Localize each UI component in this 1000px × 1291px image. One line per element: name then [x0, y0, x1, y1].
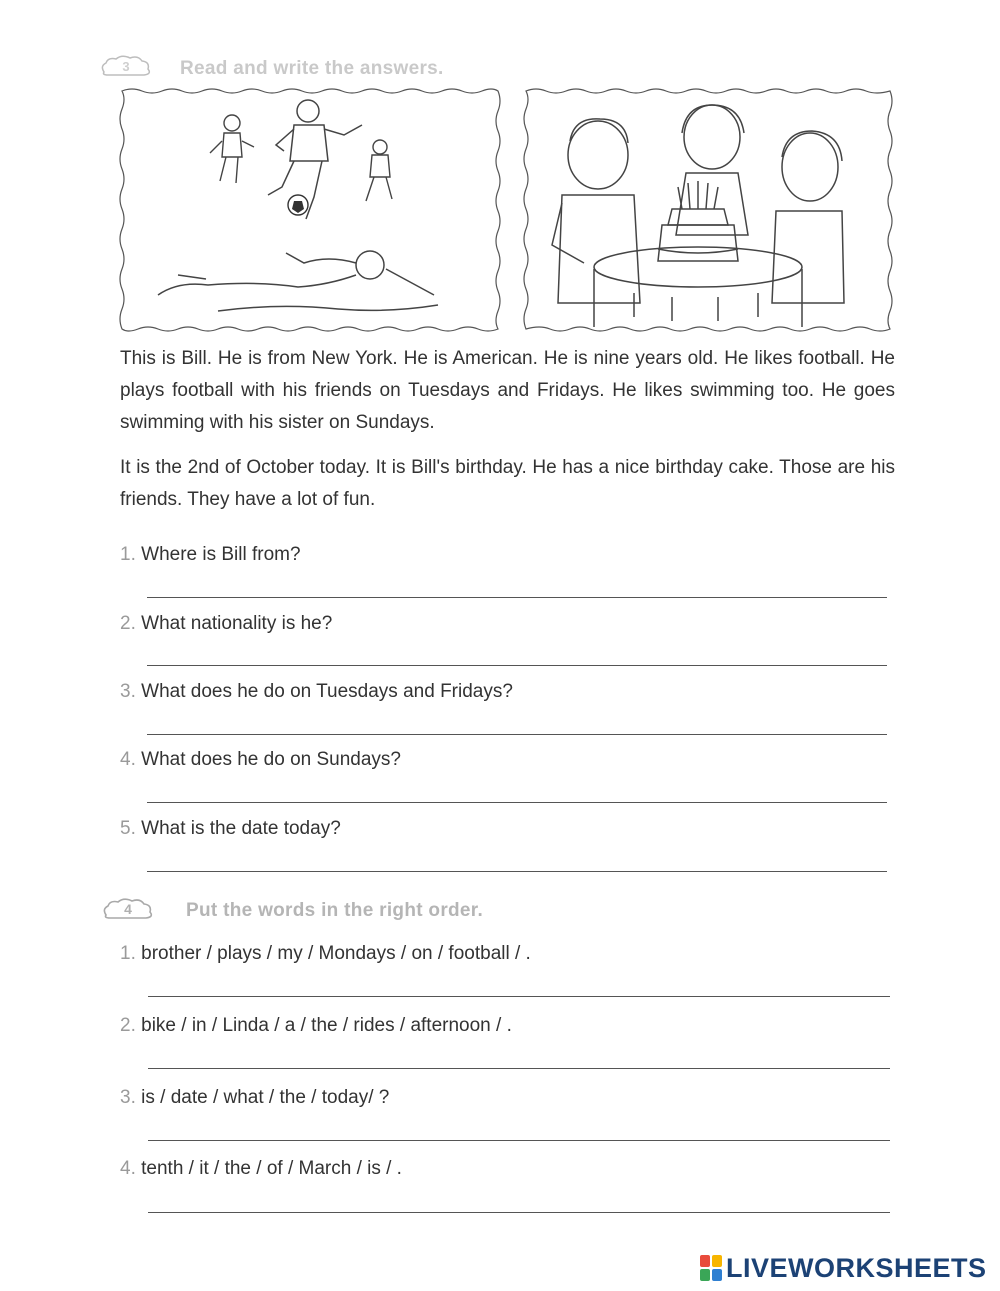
order-answer-line-1[interactable]	[148, 996, 890, 997]
reading-passage-paragraph-2: It is the 2nd of October today. It is Bill's birthday. He has a nice birthday cake. Those are his friends. They have a lot of fun.	[120, 457, 895, 510]
answer-line-1[interactable]	[147, 597, 887, 598]
order-item-2-number: 2.	[120, 1015, 136, 1036]
question-3-number: 3.	[120, 681, 136, 702]
order-item-2	[120, 1015, 512, 1037]
boy-right	[772, 131, 844, 303]
birthday-cake	[658, 181, 738, 261]
section-4-number: 4	[124, 901, 132, 917]
answer-line-2[interactable]	[147, 665, 887, 666]
footballer-small-right	[366, 140, 392, 201]
order-item-4-text: tenth / it / the / of / March / is / .	[141, 1158, 402, 1179]
order-item-4	[120, 1158, 402, 1180]
football-ball	[288, 195, 308, 215]
answer-line-4[interactable]	[147, 802, 887, 803]
question-1-text: Where is Bill from?	[141, 544, 301, 565]
order-item-1-text: brother / plays / my / Mondays / on / football / .	[141, 943, 531, 964]
footballer-main	[268, 100, 362, 219]
question-3	[120, 681, 513, 703]
question-3-text: What does he do on Tuesdays and Fridays?	[141, 681, 513, 702]
order-answer-line-2[interactable]	[148, 1068, 890, 1069]
question-4	[120, 749, 401, 771]
liveworksheets-logo[interactable]	[700, 1253, 987, 1283]
swimmer	[158, 251, 438, 311]
question-1	[120, 544, 301, 566]
question-5-number: 5.	[120, 818, 136, 839]
liveworksheets-logo-text: LIVEWORKSHEETS	[726, 1252, 987, 1283]
question-2	[120, 613, 332, 635]
footballer-small-left	[210, 115, 254, 183]
question-4-number: 4.	[120, 749, 136, 770]
order-item-2-text: bike / in / Linda / a / the / rides / afternoon / .	[141, 1015, 512, 1036]
order-answer-line-3[interactable]	[148, 1140, 890, 1141]
section-3-cloud-badge	[98, 54, 154, 78]
order-answer-line-4[interactable]	[148, 1212, 890, 1213]
girl-center	[676, 105, 748, 235]
liveworksheets-logo-icon	[700, 1255, 722, 1281]
section-3-number: 3	[122, 59, 130, 74]
question-2-text: What nationality is he?	[141, 613, 333, 634]
order-item-1	[120, 943, 531, 965]
football-swimming-picture	[118, 85, 502, 335]
section-3-title: Read and write the answers.	[180, 58, 444, 79]
section-4-cloud-badge	[100, 897, 156, 921]
question-5	[120, 818, 341, 840]
order-item-3-number: 3.	[120, 1087, 136, 1108]
question-5-text: What is the date today?	[141, 818, 341, 839]
boy-left	[552, 119, 640, 303]
reading-passage-paragraph-1: This is Bill. He is from New York. He is American. He is nine years old. He likes football. He plays football with his friends on Tuesdays and Fridays. He likes swimming too. He goes swimming with his sister on Sundays.	[120, 348, 895, 433]
question-1-number: 1.	[120, 544, 136, 565]
answer-line-3[interactable]	[147, 734, 887, 735]
order-item-4-number: 4.	[120, 1158, 136, 1179]
question-2-number: 2.	[120, 613, 136, 634]
section-4-title: Put the words in the right order.	[186, 900, 484, 921]
table	[594, 247, 802, 327]
answer-line-5[interactable]	[147, 871, 887, 872]
order-item-1-number: 1.	[120, 943, 136, 964]
question-4-text: What does he do on Sundays?	[141, 749, 401, 770]
birthday-picture	[522, 85, 894, 335]
order-item-3-text: is / date / what / the / today/ ?	[141, 1087, 390, 1108]
order-item-3	[120, 1087, 389, 1109]
